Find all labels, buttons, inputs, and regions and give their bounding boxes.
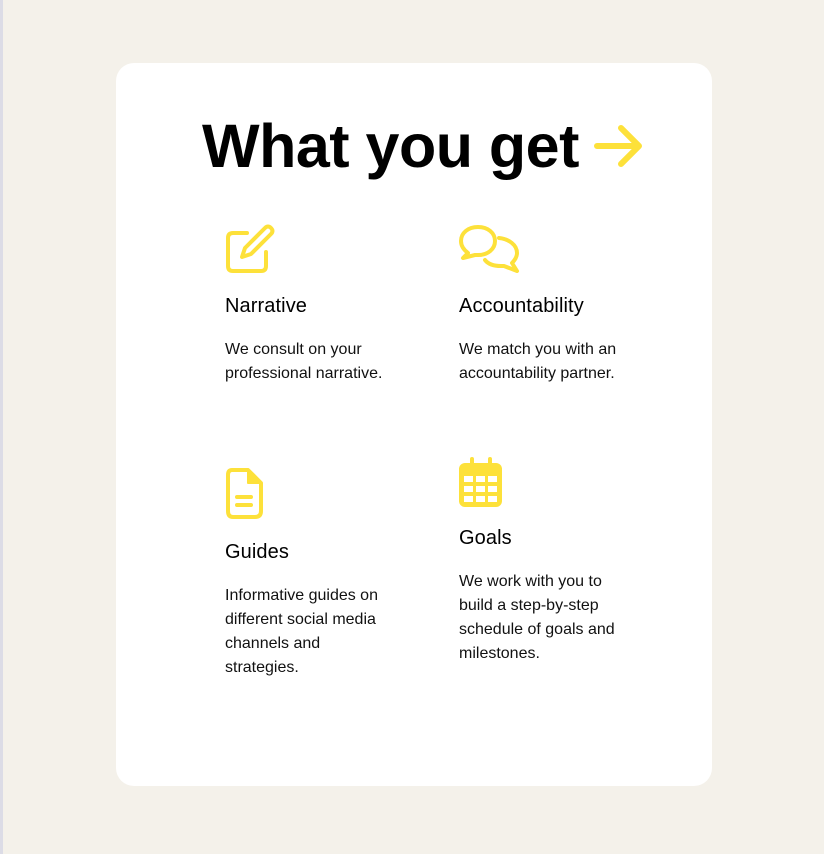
feature-heading: Guides (225, 541, 289, 563)
feature-heading: Accountability (459, 295, 584, 317)
section-header (202, 113, 645, 179)
pencil-square-icon (225, 223, 275, 273)
section-title: What you get (202, 112, 579, 180)
feature-description: We work with you to build a step-by-step schedule of goals and milestones. (459, 573, 615, 662)
feature-description: Informative guides on different social media channels and strategies. (225, 587, 378, 676)
feature-heading: Goals (459, 527, 512, 549)
feature-heading: Narrative (225, 295, 308, 317)
document-icon (225, 467, 265, 519)
arrow-right-icon (593, 120, 645, 172)
calendar-icon (459, 457, 503, 507)
feature-description: We match you with an accountability partner. (459, 341, 617, 382)
window-left-edge (0, 0, 3, 854)
chat-bubbles-icon (459, 223, 521, 275)
feature-description: We consult on your professional narrative. (225, 341, 383, 382)
what-you-get-card (116, 63, 712, 786)
